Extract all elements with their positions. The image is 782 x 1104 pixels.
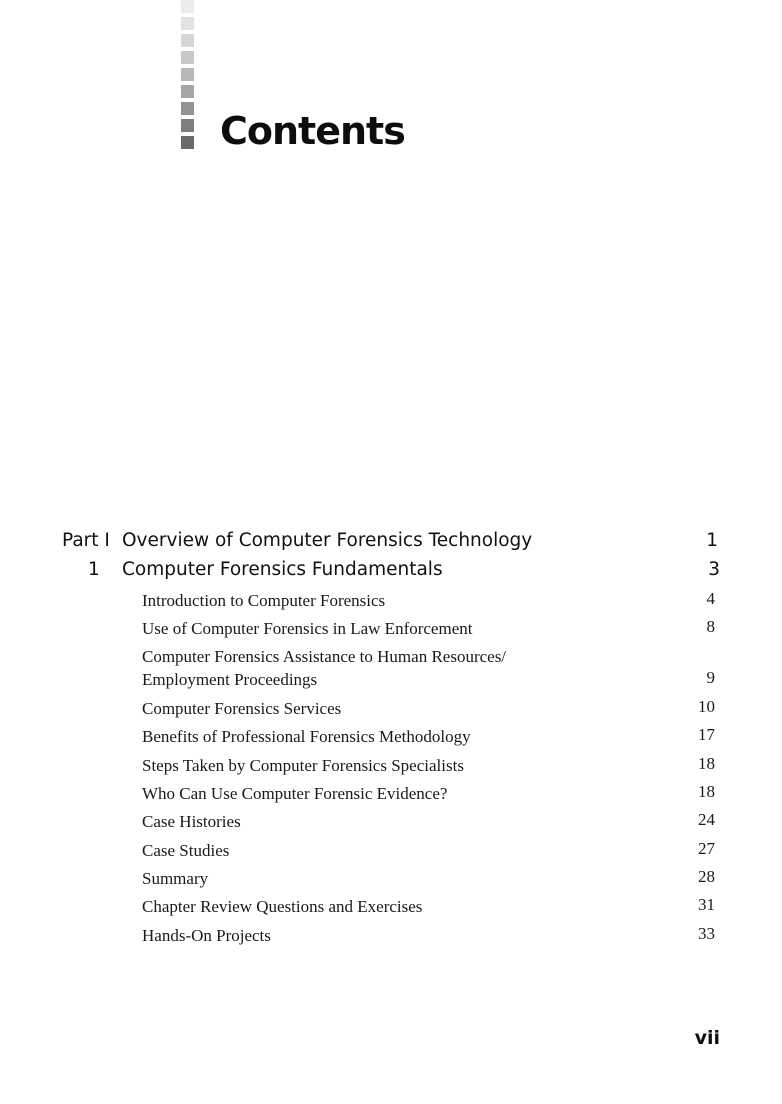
decor-square — [181, 34, 194, 47]
toc-entry-title: Who Can Use Computer Forensic Evidence? — [142, 784, 448, 803]
decor-square — [181, 102, 194, 115]
toc-entry-page: 24 — [698, 810, 715, 829]
toc-entry-title: Use of Computer Forensics in Law Enforcement — [142, 619, 473, 638]
toc-entry-page: 18 — [698, 754, 715, 773]
toc-entry-title-continued: Employment Proceedings — [142, 670, 318, 689]
decor-square — [181, 0, 194, 13]
toc-entry-title: Chapter Review Questions and Exercises — [142, 897, 423, 916]
toc-entry-page: 4 — [706, 589, 715, 608]
toc-entry-page: 8 — [706, 617, 715, 636]
decor-square — [181, 85, 194, 98]
toc-entry-title: Computer Forensics Services — [142, 699, 342, 718]
page-number: vii — [694, 1027, 720, 1049]
decor-square — [181, 17, 194, 30]
part-title: Overview of Computer Forensics Technology — [122, 530, 533, 551]
chapter-number: 1 — [88, 559, 100, 580]
part-page: 1 — [706, 530, 718, 551]
toc-entry-title: Case Histories — [142, 812, 241, 831]
page-title: Contents — [220, 109, 405, 153]
decor-square — [181, 68, 194, 81]
toc-entry-title: Summary — [142, 869, 209, 888]
toc-entry-page: 33 — [698, 924, 715, 943]
toc-entry-page: 9 — [706, 668, 715, 687]
toc-entry-page: 31 — [698, 895, 715, 914]
toc-entry-page: 18 — [698, 782, 715, 801]
toc-entry-page: 27 — [698, 839, 715, 858]
toc-entry-title: Steps Taken by Computer Forensics Specialists — [142, 756, 464, 775]
toc-entry-title: Benefits of Professional Forensics Methodology — [142, 727, 471, 746]
part-label: Part I — [62, 530, 110, 551]
decor-square — [181, 51, 194, 64]
toc-entry-title: Hands-On Projects — [142, 926, 271, 945]
chapter-page: 3 — [708, 559, 720, 580]
toc-entry-title: Computer Forensics Assistance to Human Resources/ — [142, 647, 507, 666]
toc-entry-page: 17 — [698, 725, 715, 744]
toc-entry-page: 28 — [698, 867, 715, 886]
toc-entry-title: Case Studies — [142, 841, 230, 860]
decor-square — [181, 136, 194, 149]
toc-entry-page: 10 — [698, 697, 715, 716]
toc-entry-title: Introduction to Computer Forensics — [142, 591, 386, 610]
chapter-title: Computer Forensics Fundamentals — [122, 559, 443, 580]
decor-square — [181, 119, 194, 132]
